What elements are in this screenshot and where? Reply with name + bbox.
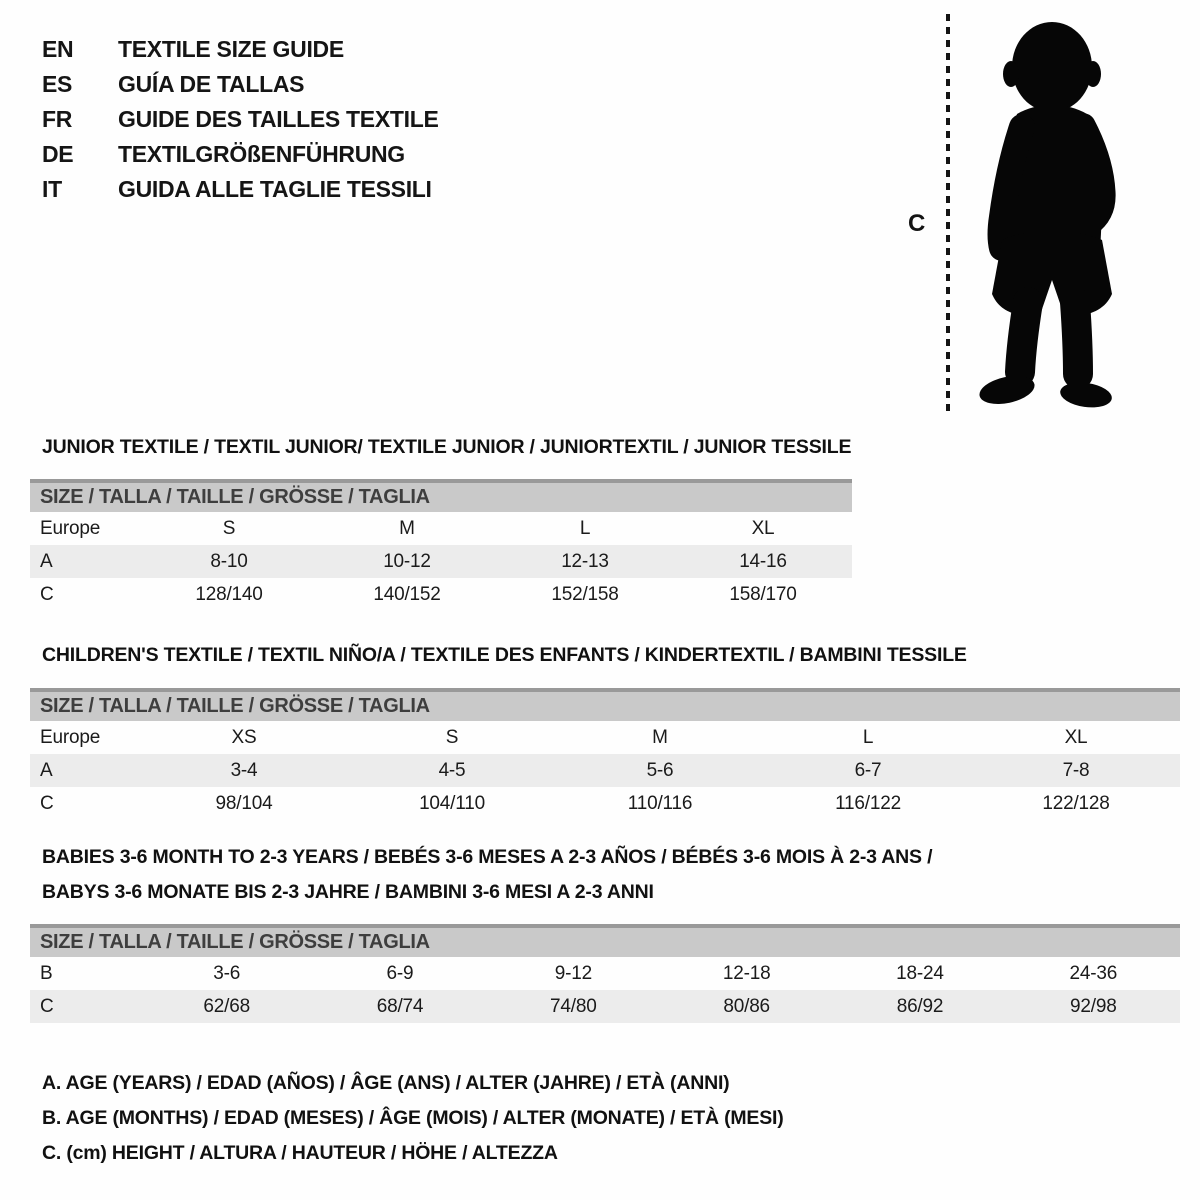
language-row-fr <box>42 102 439 137</box>
age-cell: 7-8 <box>1062 760 1090 781</box>
age-cell: 10-12 <box>383 551 431 572</box>
size-cell: L <box>862 727 874 748</box>
row-label: A <box>40 760 53 781</box>
row-label: B <box>40 963 53 984</box>
age-cell: 14-16 <box>739 551 787 572</box>
table-row <box>30 578 852 611</box>
section-title-babies-line2: BABYS 3-6 MONATE BIS 2-3 JAHRE / BAMBINI 3-6 MESI A 2-3 ANNI <box>42 881 654 903</box>
age-cell: 12-13 <box>561 551 609 572</box>
height-cell: 86/92 <box>896 996 944 1017</box>
age-months-cell: 12-18 <box>722 963 771 984</box>
row-label: C <box>40 793 54 814</box>
row-label: C <box>40 584 54 605</box>
age-months-cell: 18-24 <box>896 963 944 984</box>
size-header-bar: SIZE / TALLA / TAILLE / GRÖSSE / TAGLIA <box>30 479 852 512</box>
age-cell: 8-10 <box>210 551 248 572</box>
table-row <box>30 721 1180 754</box>
height-cell: 92/98 <box>1070 996 1117 1017</box>
height-cell: 122/128 <box>1042 793 1110 814</box>
age-cell: 5-6 <box>646 760 674 781</box>
language-title: GUIDA ALLE TAGLIE TESSILI <box>118 176 432 202</box>
legend-line-c: C. (cm) HEIGHT / ALTURA / HAUTEUR / HÖHE / ALTEZZA <box>42 1142 558 1164</box>
section-title-junior: JUNIOR TEXTILE / TEXTIL JUNIOR/ TEXTILE JUNIOR / JUNIORTEXTIL / JUNIOR TESSILE <box>42 436 852 458</box>
height-cell: 128/140 <box>195 584 263 605</box>
language-row-de <box>42 137 439 172</box>
legend-line-a: A. AGE (YEARS) / EDAD (AÑOS) / ÂGE (ANS) / ALTER (JAHRE) / ETÀ (ANNI) <box>42 1072 730 1094</box>
height-cell: 158/170 <box>729 584 797 605</box>
age-months-cell: 9-12 <box>554 963 592 984</box>
language-title-list <box>42 32 439 207</box>
size-cell: M <box>652 727 668 748</box>
row-label: Europe <box>40 518 101 539</box>
height-cell: 68/74 <box>376 996 424 1017</box>
row-label: C <box>40 996 54 1017</box>
table-row <box>30 754 1180 787</box>
table-row <box>30 957 1180 990</box>
legend-line-b: B. AGE (MONTHS) / EDAD (MESES) / ÂGE (MOIS) / ALTER (MONATE) / ETÀ (MESI) <box>42 1107 784 1129</box>
height-cell: 104/110 <box>419 793 485 814</box>
table-row <box>30 990 1180 1023</box>
height-cell: 62/68 <box>203 996 250 1017</box>
height-cell: 140/152 <box>373 584 441 605</box>
height-cell: 98/104 <box>215 793 273 814</box>
table-row <box>30 787 1180 820</box>
section-title-babies-line1: BABIES 3-6 MONTH TO 2-3 YEARS / BEBÉS 3-6 MESES A 2-3 AÑOS / BÉBÉS 3-6 MOIS À 2-3 ANS / <box>42 846 933 868</box>
language-row-en <box>42 32 439 67</box>
row-label: Europe <box>40 727 101 748</box>
language-code: ES <box>42 71 73 97</box>
height-cell: 74/80 <box>550 996 597 1017</box>
row-label: A <box>40 551 53 572</box>
size-cell: L <box>579 518 591 539</box>
age-months-cell: 3-6 <box>213 963 241 984</box>
table-row <box>30 545 852 578</box>
age-months-cell: 24-36 <box>1069 963 1118 984</box>
children-size-table <box>30 688 1180 820</box>
age-months-cell: 6-9 <box>386 963 414 984</box>
size-header-bar: SIZE / TALLA / TAILLE / GRÖSSE / TAGLIA <box>30 924 1180 957</box>
language-title: GUIDE DES TAILLES TEXTILE <box>118 106 439 132</box>
language-code: IT <box>42 176 62 202</box>
height-cell: 152/158 <box>551 584 619 605</box>
junior-size-table <box>30 479 852 611</box>
size-cell: XL <box>751 518 775 539</box>
language-title: TEXTILGRÖßENFÜHRUNG <box>118 141 405 167</box>
toddler-silhouette-icon <box>962 12 1142 422</box>
size-cell: M <box>399 518 415 539</box>
age-cell: 4-5 <box>438 760 466 781</box>
height-cell: 110/116 <box>627 793 693 814</box>
language-row-it <box>42 172 439 207</box>
size-cell: XL <box>1064 727 1088 748</box>
size-header-bar: SIZE / TALLA / TAILLE / GRÖSSE / TAGLIA <box>30 688 1180 721</box>
height-measure-dotted-line <box>946 14 950 414</box>
language-title: GUÍA DE TALLAS <box>118 71 305 97</box>
language-code: FR <box>42 106 73 132</box>
babies-size-table <box>30 924 1180 1023</box>
height-cell: 116/122 <box>835 793 901 814</box>
size-cell: S <box>222 518 236 539</box>
height-cell: 80/86 <box>723 996 770 1017</box>
table-row <box>30 512 852 545</box>
language-code: DE <box>42 141 74 167</box>
age-cell: 6-7 <box>854 760 882 781</box>
language-row-es <box>42 67 439 102</box>
size-cell: S <box>445 727 459 748</box>
size-cell: XS <box>231 727 257 748</box>
height-measure-label: C <box>908 210 926 237</box>
section-title-children: CHILDREN'S TEXTILE / TEXTIL NIÑO/A / TEXTILE DES ENFANTS / KINDERTEXTIL / BAMBINI TESSILE <box>42 644 967 666</box>
language-title: TEXTILE SIZE GUIDE <box>118 36 344 62</box>
age-cell: 3-4 <box>230 760 258 781</box>
language-code: EN <box>42 36 74 62</box>
